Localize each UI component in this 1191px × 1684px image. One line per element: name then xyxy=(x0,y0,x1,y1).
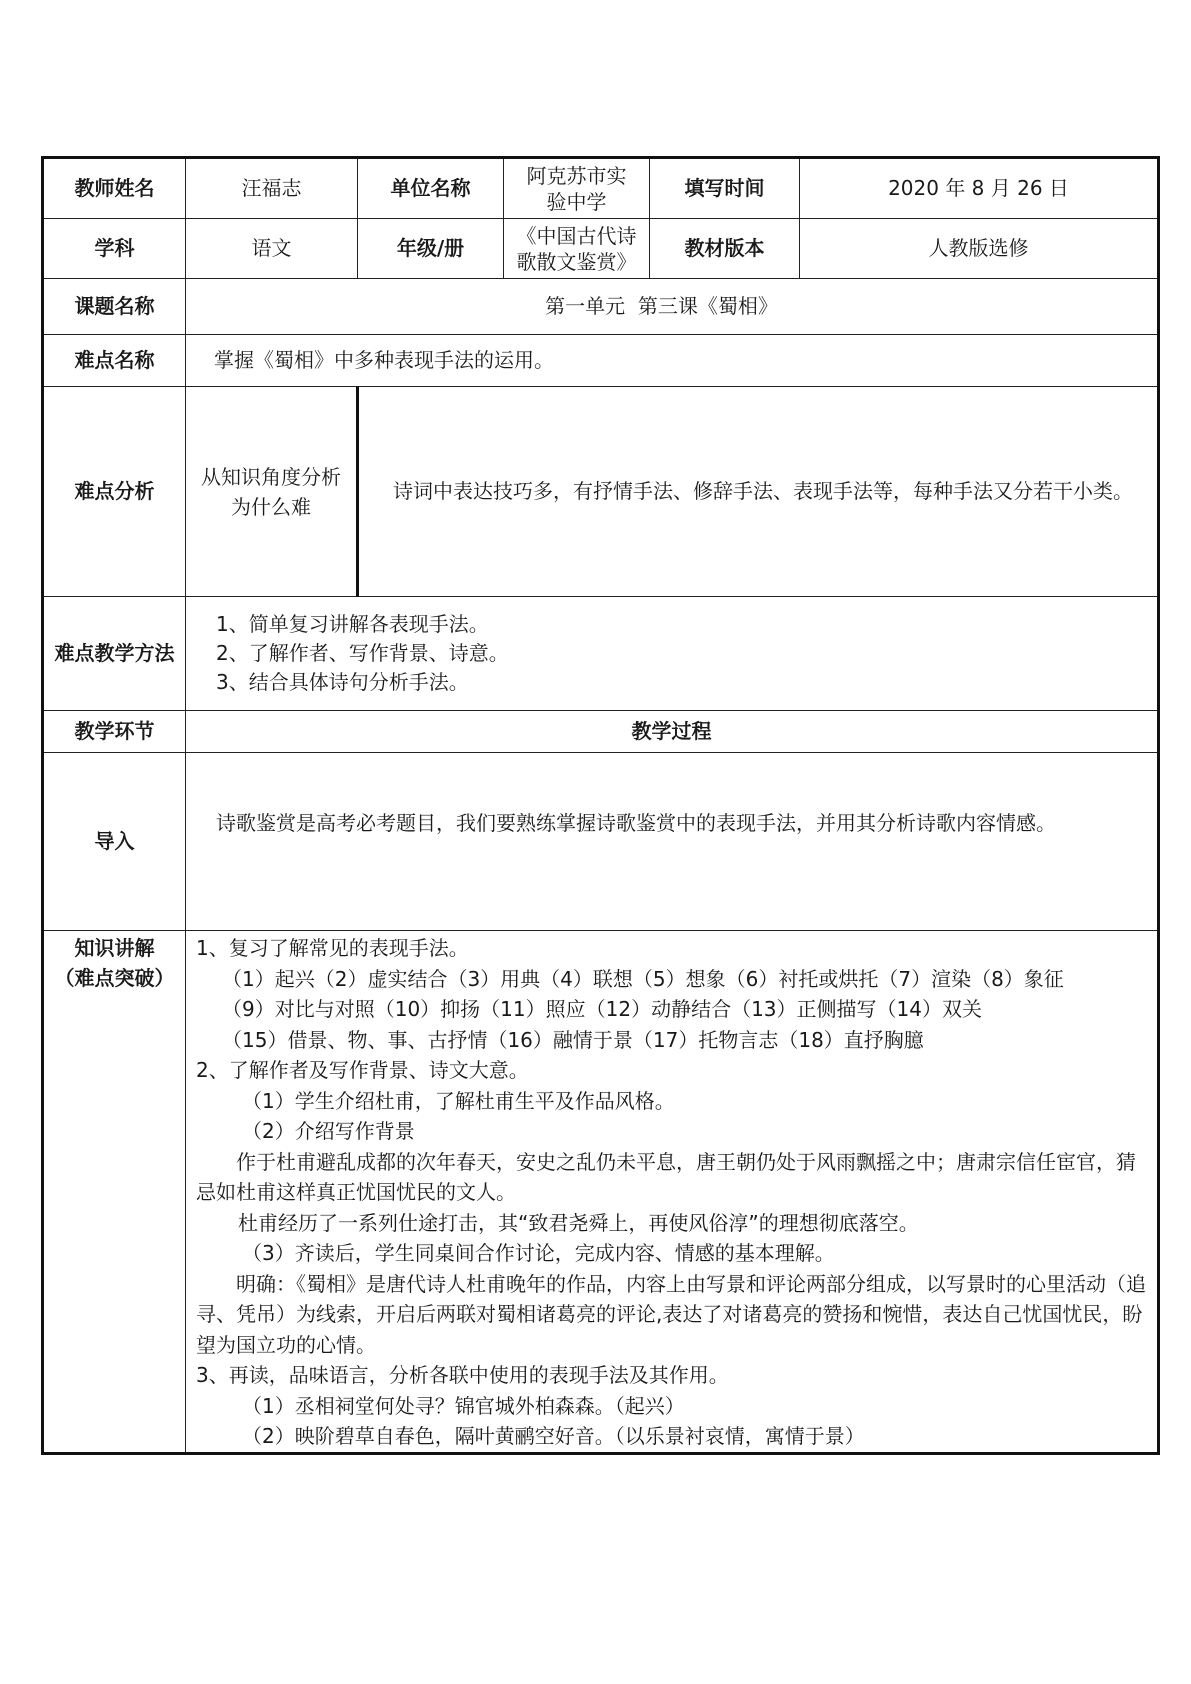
knowledge-line: 杜甫经历了一系列仕途打击，其“致君尧舜上，再使风俗淳”的理想彻底落空。 xyxy=(238,1210,919,1235)
row-knowledge xyxy=(43,931,1159,1454)
grade-value: 《中国古代诗歌散文鉴赏》 xyxy=(504,219,650,279)
knowledge-line: （3）齐读后，学生同桌间合作讨论，完成内容、情感的基本理解。 xyxy=(242,1241,835,1265)
row-method xyxy=(43,597,1159,711)
form-table xyxy=(41,156,1160,1455)
difficulty-label: 难点名称 xyxy=(43,335,186,387)
edition-value: 人教版选修 xyxy=(800,219,1159,279)
method-item: 2、了解作者、写作背景、诗意。 xyxy=(216,641,509,665)
analysis-sub-label: 从知识角度分析为什么难 xyxy=(186,387,358,597)
knowledge-line: 明确：《蜀相》是唐代诗人杜甫晚年的作品，内容上由写景和评论两部分组成，以写景时的心里活动（追寻、凭吊）为线索，开启后两联对蜀相诸葛亮的评论,表达了对诸葛亮的赞扬和惋惜，表达自己忧国忧民，盼望为国立功的心情。 xyxy=(196,1271,1146,1357)
edition-label: 教材版本 xyxy=(650,219,800,279)
knowledge-line: （15）借景、物、事、古抒情（16）融情于景（17）托物言志（18）直抒胸臆 xyxy=(222,1027,924,1052)
row-topic xyxy=(43,279,1159,335)
row-process-header xyxy=(43,711,1159,753)
topic-value: 第一单元 第三课《蜀相》 xyxy=(186,279,1159,335)
knowledge-label xyxy=(43,931,186,1454)
row-analysis xyxy=(43,387,1159,597)
teacher-value: 汪福志 xyxy=(186,158,358,219)
topic-label: 课题名称 xyxy=(43,279,186,335)
method-item: 3、结合具体诗句分析手法。 xyxy=(216,670,469,694)
unit-label: 单位名称 xyxy=(358,158,504,219)
method-item: 1、简单复习讲解各表现手法。 xyxy=(216,612,489,636)
knowledge-line: 作于杜甫避乱成都的次年春天，安史之乱仍未平息，唐王朝仍处于风雨飘摇之中；唐肃宗信任宦官，猜忌如杜甫这样真正忧国忧民的文人。 xyxy=(196,1149,1136,1204)
analysis-label: 难点分析 xyxy=(43,387,186,597)
subject-label: 学科 xyxy=(43,219,186,279)
difficulty-value: 掌握《蜀相》中多种表现手法的运用。 xyxy=(186,335,1159,387)
intro-label: 导入 xyxy=(43,753,186,931)
method-label: 难点教学方法 xyxy=(43,597,186,711)
knowledge-line: （9）对比与对照（10）抑扬（11）照应（12）动静结合（13）正侧描写（14）双关 xyxy=(222,997,982,1021)
process-label: 教学环节 xyxy=(43,711,186,753)
knowledge-line: 1、复习了解常见的表现手法。 xyxy=(196,936,469,960)
knowledge-line: （1）学生介绍杜甫，了解杜甫生平及作品风格。 xyxy=(242,1088,675,1113)
knowledge-line: （2）映阶碧草自春色，隔叶黄鹂空好音。（以乐景衬哀情，寓情于景） xyxy=(242,1424,865,1448)
knowledge-line: 3、再读，品味语言，分析各联中使用的表现手法及其作用。 xyxy=(196,1363,729,1387)
process-title: 教学过程 xyxy=(186,711,1159,753)
row-teacher xyxy=(43,158,1159,219)
date-label: 填写时间 xyxy=(650,158,800,219)
analysis-text xyxy=(358,387,1159,597)
unit-value: 阿克苏市实验中学 xyxy=(504,158,650,219)
intro-text: 诗歌鉴赏是高考必考题目，我们要熟练掌握诗歌鉴赏中的表现手法，并用其分析诗歌内容情感。 xyxy=(186,753,1159,931)
row-difficulty xyxy=(43,335,1159,387)
knowledge-line: （1）丞相祠堂何处寻？锦官城外柏森森。（起兴） xyxy=(242,1393,685,1418)
subject-value: 语文 xyxy=(186,219,358,279)
row-intro xyxy=(43,753,1159,931)
analysis-paragraph: 诗词中表达技巧多，有抒情手法、修辞手法、表现手法等，每种手法又分若干小类。 xyxy=(393,479,1133,503)
grade-label: 年级/册 xyxy=(358,219,504,279)
method-list xyxy=(186,597,1159,711)
knowledge-line: （2）介绍写作背景 xyxy=(242,1119,415,1143)
teacher-label: 教师姓名 xyxy=(43,158,186,219)
knowledge-label-line1: 知识讲解 xyxy=(74,936,155,960)
knowledge-content xyxy=(186,931,1159,1454)
date-value: 2020 年 8 月 26 日 xyxy=(800,158,1159,219)
row-subject xyxy=(43,219,1159,279)
knowledge-label-line2: （难点突破） xyxy=(54,966,175,990)
knowledge-line: （1）起兴（2）虚实结合（3）用典（4）联想（5）想象（6）衬托或烘托（7）渲染（8）象征 xyxy=(222,966,1064,991)
lesson-plan-form xyxy=(41,156,1157,1455)
knowledge-line: 2、了解作者及写作背景、诗文大意。 xyxy=(196,1058,529,1082)
